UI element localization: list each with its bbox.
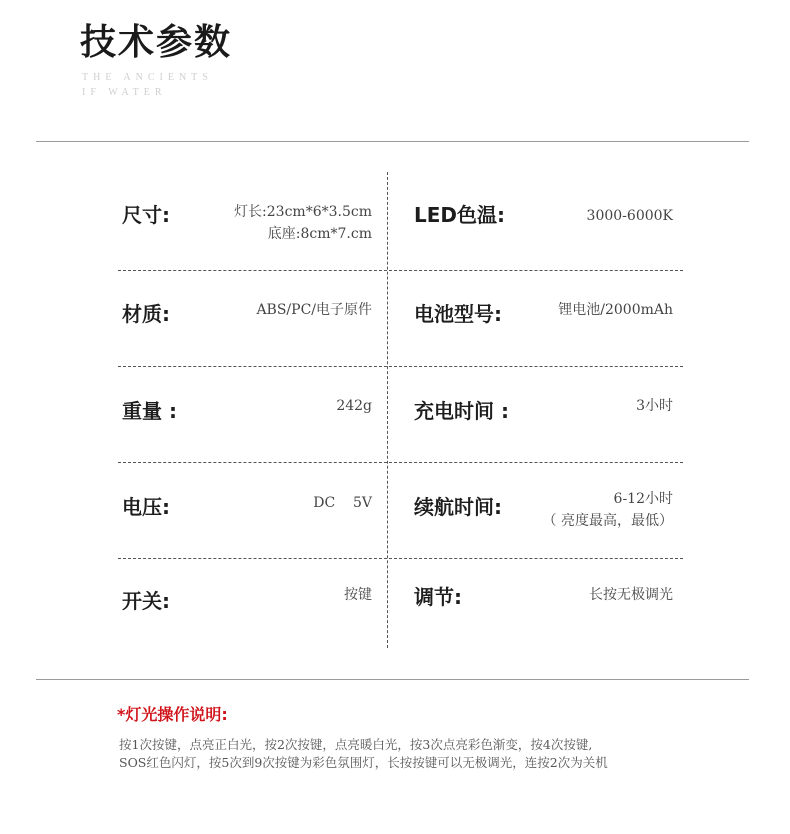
instructions-line: SOS红色闪灯，按5次到9次按键为彩色氛围灯，长按按键可以无极调光，连按2次为关机 <box>119 755 608 770</box>
spec-value-size: 灯长:23cm*6*3.5cm 底座:8cm*7.cm <box>234 204 372 242</box>
spec-value-color-temp: 3000-6000K <box>586 208 673 224</box>
instructions-title: *灯光操作说明: <box>117 705 228 724</box>
subtitle-line: IF WATER <box>82 87 167 98</box>
spec-label-weight: 重量 : <box>122 399 177 423</box>
subtitle-line: THE ANCIENTS <box>82 72 213 83</box>
spec-value-material: ABS/PC/电子原件 <box>256 302 372 318</box>
instructions-line: 按1次按键，点亮正白光，按2次按键，点亮暖白光，按3次点亮彩色渐变，按4次按键, <box>119 737 593 752</box>
spec-label-switch: 开关: <box>122 589 170 613</box>
spec-value-switch: 按键 <box>344 587 372 603</box>
row-divider <box>118 462 683 463</box>
bottom-divider <box>36 679 749 680</box>
spec-label-charge-time: 充电时间 : <box>414 399 509 423</box>
row-divider <box>118 270 683 271</box>
spec-label-runtime: 续航时间: <box>414 495 502 519</box>
spec-label-size: 尺寸: <box>122 203 170 227</box>
column-divider <box>387 172 388 648</box>
spec-label-battery: 电池型号: <box>414 302 502 326</box>
spec-label-color-temp: LED色温: <box>414 203 506 227</box>
spec-label-voltage: 电压: <box>122 495 170 519</box>
spec-label-material: 材质: <box>122 302 170 326</box>
spec-value-charge-time: 3小时 <box>636 398 673 414</box>
row-divider <box>118 558 683 559</box>
top-divider <box>36 141 749 142</box>
page-title: 技术参数 <box>80 22 233 63</box>
instructions-text <box>119 736 608 772</box>
spec-value-voltage: DC 5V <box>313 495 372 511</box>
page-subtitle <box>82 70 213 100</box>
spec-value-adjust: 长按无极调光 <box>589 587 673 603</box>
spec-value-weight: 242g <box>336 398 372 414</box>
spec-value-runtime: 6-12小时 （ 亮度最高，最低） <box>542 491 673 529</box>
spec-label-adjust: 调节: <box>414 585 462 609</box>
spec-value-battery: 锂电池/2000mAh <box>558 302 673 318</box>
row-divider <box>118 366 683 367</box>
